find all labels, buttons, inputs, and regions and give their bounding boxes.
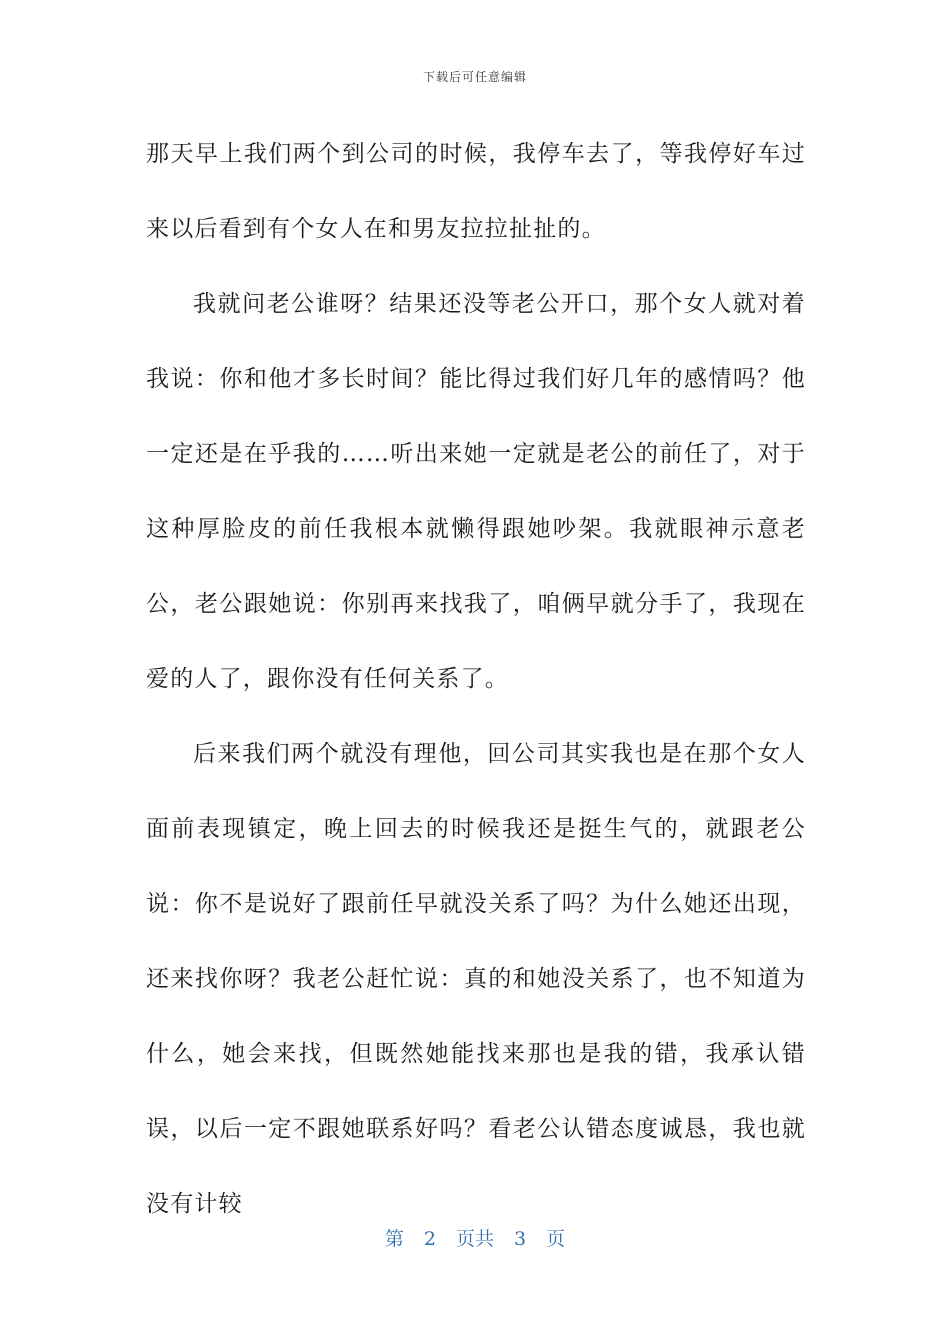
page-footer	[0, 1224, 950, 1251]
paragraph-1: 那天早上我们两个到公司的时候，我停车去了，等我停好车过来以后看到有个女人在和男友拉拉扯扯的。	[146, 141, 806, 242]
footer-suffix: 页	[546, 1228, 566, 1250]
footer-total-pages: 3	[514, 1228, 527, 1250]
paragraph-2: 我就问老公谁呀？结果还没等老公开口，那个女人就对着我说：你和他才多长时间？能比得过我们好几年的感情吗？他一定还是在乎我的……听出来她一定就是老公的前任了，对于这种厚脸皮的前任我根本就懒得跟她吵架。我就眼神示意老公，老公跟她说：你别再来找我了，咱俩早就分手了，我现在爱的人了，跟你没有任何关系了。	[146, 291, 806, 692]
header-note: 下载后可任意编辑	[422, 70, 527, 84]
footer-current-page: 2	[423, 1228, 436, 1250]
footer-prefix: 第	[384, 1228, 404, 1250]
footer-middle: 页共	[455, 1228, 494, 1250]
document-body	[146, 117, 806, 1242]
paragraph-3: 后来我们两个就没有理他，回公司其实我也是在那个女人面前表现镇定，晚上回去的时候我还是挺生气的，就跟老公说：你不是说好了跟前任早就没关系了吗？为什么她还出现，还来找你呀？我老公赶忙说：真的和她没关系了，也不知道为什么，她会来找，但既然她能找来那也是我的错，我承认错误，以后一定不跟她联系好吗？看老公认错态度诚恳，我也就没有计较	[146, 741, 806, 1217]
